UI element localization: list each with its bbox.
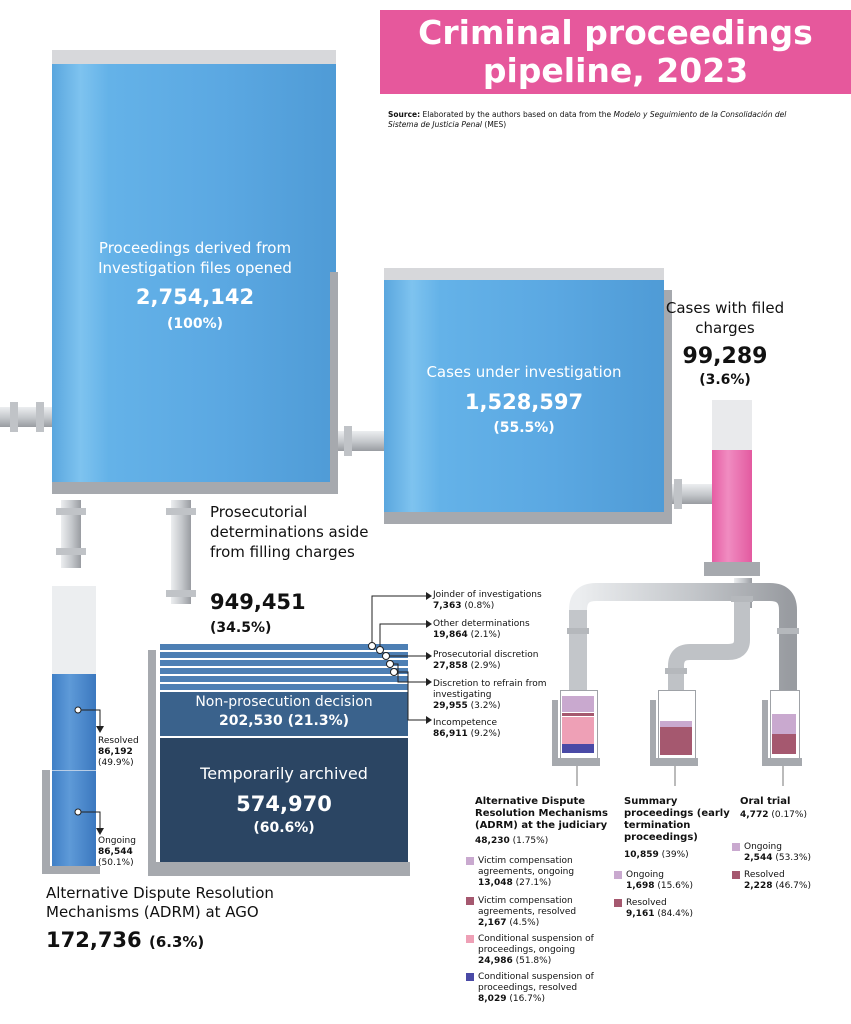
connector-pipe-1	[336, 431, 384, 451]
nonprosecution-value: 202,530 (21.3%)	[218, 713, 349, 729]
tank2-value: 1,528,597	[464, 390, 584, 414]
nonprosecution-label: Non-prosecution decision	[195, 694, 373, 710]
tank2-label: Cases under investigation	[426, 363, 622, 381]
legend-swatch	[614, 871, 622, 879]
tank2-rim	[384, 268, 664, 280]
filed-label: Cases with filed charges	[665, 299, 785, 337]
determination-callouts	[360, 590, 440, 730]
adrm-ago-ongoing: Ongoing 86,544 (50.1%)	[98, 836, 136, 868]
adrm-ago-callouts	[72, 700, 112, 840]
adrm-ago-resolved: Resolved 86,192 (49.9%)	[98, 736, 139, 768]
tank2-pct: (55.5%)	[493, 420, 555, 436]
tank1-base	[52, 482, 336, 494]
adrm-jud-item-1: Victim compensation agreements, resolved 2,167 (4.5%)	[466, 896, 601, 929]
oral-resolved: Resolved 2,228 (46.7%)	[732, 870, 811, 892]
oral-total: 4,772 (0.17%)	[740, 810, 807, 820]
inlet-pipe	[0, 407, 52, 427]
archived-label: Temporarily archived	[200, 764, 368, 783]
oral-label: Oral trial	[740, 796, 791, 807]
outlet-pipe-prosecutorial	[171, 500, 191, 604]
legend-swatch	[466, 897, 474, 905]
legend-swatch	[732, 871, 740, 879]
adrm-jud-item-3: Conditional suspension of proceedings, resolved 8,029 (16.7%)	[466, 972, 601, 1005]
determination-2: Prosecutorial discretion 27,858 (2.9%)	[433, 650, 539, 671]
determination-4: Incompetence 86,911 (9.2%)	[433, 718, 501, 739]
tank1-value: 2,754,142	[135, 285, 255, 309]
summary-total: 10,859 (39%)	[624, 850, 689, 860]
adrm-jud-item-2: Conditional suspension of proceedings, ongoing 24,986 (51.8%)	[466, 934, 601, 967]
tank1-rim	[52, 50, 336, 64]
legend-swatch	[466, 935, 474, 943]
tank1-pct: (100%)	[166, 316, 224, 332]
summary-resolved: Resolved 9,161 (84.4%)	[614, 898, 693, 920]
title-line-2: pipeline, 2023	[482, 51, 749, 90]
legend-swatch	[614, 899, 622, 907]
source-note: Source: Elaborated by the authors based on data from the Modelo y Seguimiento de la Consolidación del Sistema de Justicia Penal (MES)	[388, 110, 787, 129]
filed-charges-tube	[712, 450, 752, 564]
archived-value: 574,970	[236, 792, 332, 816]
prosecutorial-label: Prosecutorial determinations aside from filling charges	[210, 503, 369, 561]
tank2-base	[384, 512, 664, 524]
adrm-ago-label: Alternative Dispute Resolution Mechanisms (ADRM) at AGO	[46, 884, 274, 921]
prosecutorial-pct: (34.5%)	[210, 620, 272, 636]
archived-pct: (60.6%)	[253, 820, 315, 836]
summary-ongoing: Ongoing 1,698 (15.6%)	[614, 870, 693, 892]
summary-label: Summary proceedings (early termination proceedings)	[624, 796, 730, 843]
determination-3: Discretion to refrain from investigating 29,955 (3.2%)	[433, 679, 547, 711]
oral-ongoing: Ongoing 2,544 (53.3%)	[732, 842, 811, 864]
filed-value: 99,289	[682, 344, 768, 369]
legend-swatch	[732, 843, 740, 851]
adrm-jud-total: 48,230 (1.75%)	[475, 836, 549, 846]
title-line-1: Criminal proceedings	[418, 13, 813, 52]
tank1-label: Proceedings derived from Investigation files opened	[98, 239, 292, 277]
adrm-jud-label: Alternative Dispute Resolution Mechanisms (ADRM) at the judiciary	[475, 796, 608, 831]
legend-swatch	[466, 857, 474, 865]
legend-swatch	[466, 973, 474, 981]
determination-1: Other determinations 19,864 (2.1%)	[433, 619, 530, 640]
prosecutorial-value: 949,451	[210, 590, 306, 614]
filed-pct: (3.6%)	[699, 372, 751, 388]
determination-0: Joinder of investigations 7,363 (0.8%)	[433, 590, 542, 611]
adrm-jud-item-0: Victim compensation agreements, ongoing 13,048 (27.1%)	[466, 856, 601, 889]
adrm-ago-total: 172,736 (6.3%)	[46, 928, 205, 952]
